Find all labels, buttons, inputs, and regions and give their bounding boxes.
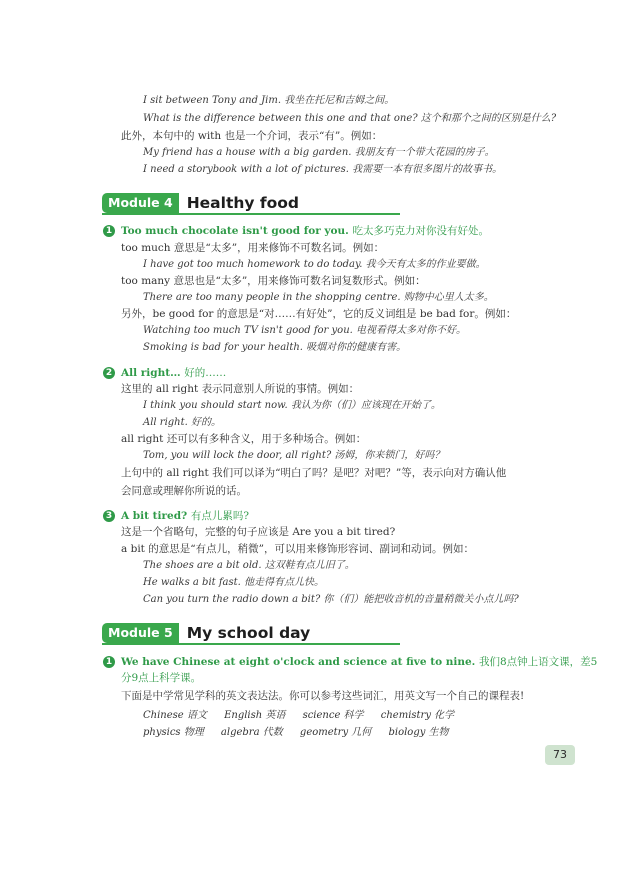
explanation-text: 此外，本句中的 with 也是一个介词，表示“有”。例如：	[121, 130, 383, 142]
vocab-item: English 英语	[224, 710, 286, 721]
item-number-badge: 1	[103, 225, 115, 237]
explanation-text: 下面是中学常见学科的英文表达法。你可以参考这些词汇，用英文写一个自己的课程表!	[121, 690, 525, 702]
module-title: Healthy food	[186, 194, 300, 212]
item-heading-continued: 分9点上科学课。	[121, 672, 202, 684]
example-sentence: My friend has a house with a big garden. 我朋友有一个带大花园的房子。	[143, 147, 495, 158]
subject-vocab-row	[143, 706, 468, 721]
explanation-text: 这里的 all right 表示同意别人所说的事情。例如：	[121, 383, 360, 395]
vocab-item: Chinese 语文	[143, 710, 207, 721]
explanation-text: 这是一个省略句，完整的句子应该是 Are you a bit tired?	[121, 526, 396, 538]
item-heading: We have Chinese at eight o'clock and science at five to nine. 我们8点钟上语文课，差5	[121, 656, 598, 668]
example-sentence: He walks a bit fast. 他走得有点儿快。	[143, 577, 325, 588]
example-sentence: Tom, you will lock the door, all right? 汤姆，你来锁门，好吗？	[143, 450, 445, 461]
explanation-text: 会同意或理解你所说的话。	[121, 485, 247, 497]
module-divider	[102, 213, 400, 215]
vocab-item: chemistry 化学	[380, 710, 455, 721]
vocab-item: physics 物理	[143, 727, 204, 738]
vocab-item: algebra 代数	[220, 727, 283, 738]
example-sentence: Can you turn the radio down a bit? 你（们）能把收音机的音量稍微关小点儿吗?	[143, 594, 519, 605]
item-heading: All right… 好的……	[121, 367, 227, 379]
item-number-badge: 1	[103, 656, 115, 668]
explanation-text: 上句中的 all right 我们可以译为“明白了吗？是吧？对吧？”等，表示向对方确认他	[121, 467, 507, 479]
example-sentence: I need a storybook with a lot of pictures. 我需要一本有很多图片的故事书。	[143, 164, 503, 175]
vocab-item: geometry 几何	[299, 727, 372, 738]
vocab-item: biology 生物	[388, 727, 449, 738]
item-heading: Too much chocolate isn't good for you. 吃太多巧克力对你没有好处。	[121, 225, 489, 237]
example-sentence: What is the difference between this one and that one? 这个和那个之间的区别是什么?	[143, 113, 557, 124]
example-sentence: Smoking is bad for your health. 吸烟对你的健康有害。	[143, 342, 407, 353]
subject-vocab-row	[143, 723, 463, 738]
item-heading: A bit tired? 有点儿累吗?	[121, 510, 249, 522]
example-sentence: The shoes are a bit old. 这双鞋有点儿旧了。	[143, 560, 355, 571]
example-sentence: There are too many people in the shopping centre. 购物中心里人太多。	[143, 292, 494, 303]
explanation-text: too much 意思是“太多”，用来修饰不可数名词。例如：	[121, 242, 385, 254]
example-sentence: Watching too much TV isn't good for you. 电视看得太多对你不好。	[143, 325, 466, 336]
module-badge: Module 5	[102, 623, 179, 643]
explanation-text: a bit 的意思是“有点儿，稍微”，可以用来修饰形容词、副词和动词。例如：	[121, 543, 474, 555]
example-sentence: All right. 好的。	[143, 417, 221, 428]
item-number-badge: 2	[103, 367, 115, 379]
module-5-header	[102, 623, 310, 643]
example-sentence: I think you should start now. 我认为你（们）应该现在开始了。	[143, 400, 441, 411]
explanation-text: too many 意思也是“太多”，用来修饰可数名词复数形式。例如：	[121, 275, 426, 287]
module-badge: Module 4	[102, 193, 179, 213]
module-divider	[102, 643, 400, 645]
module-title: My school day	[186, 624, 311, 642]
vocab-item: science 科学	[302, 710, 364, 721]
module-4-header	[102, 193, 299, 213]
explanation-text: 另外，be good for 的意思是“对……有好处”，它的反义词组是 be bad for。例如：	[121, 308, 517, 320]
example-sentence: I sit between Tony and Jim. 我坐在托尼和吉姆之间。	[143, 95, 395, 106]
page-number: 73	[545, 745, 575, 765]
item-number-badge: 3	[103, 510, 115, 522]
explanation-text: all right 还可以有多种含义，用于多种场合。例如：	[121, 433, 367, 445]
example-sentence: I have got too much homework to do today. 我今天有太多的作业要做。	[143, 259, 486, 270]
